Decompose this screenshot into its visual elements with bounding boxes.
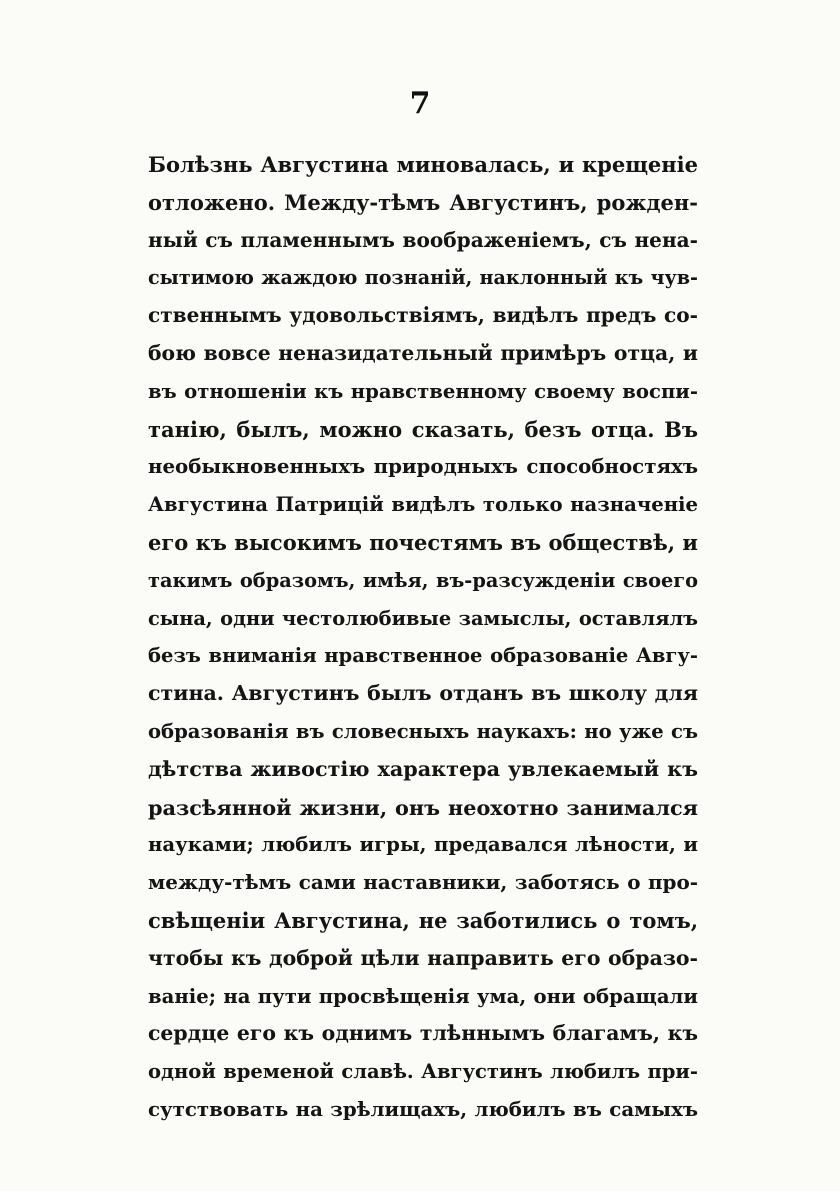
text-line: необыкновенныхъ природныхъ способностяхъ [148, 454, 698, 479]
text-line: сытимою жаждою познаній, наклонный къ чув- [148, 266, 698, 290]
text-line: Августина Патрицій видѣлъ только назначеніе [148, 493, 698, 517]
text-line: ваніе; на пути просвѣщенія ума, они обращали [148, 984, 698, 1008]
text-line: такимъ образомъ, имѣя, въ-разсужденіи своего [148, 568, 698, 592]
text-line: одной временой славѣ. Августинъ любилъ при- [148, 1060, 698, 1084]
page-text [148, 146, 698, 1129]
text-line: безъ вниманія нравственное образованіе Авгу- [148, 644, 698, 668]
text-line: сердце его къ однимъ тлѣннымъ благамъ, къ [148, 1021, 698, 1046]
text-line: ный съ пламеннымъ воображеніемъ, съ нена- [148, 227, 698, 252]
text-line: танію, былъ, можно сказать, безъ отца. Въ [148, 416, 698, 442]
text-line: бою вовсе неназидательный примѣръ отца, и [148, 340, 698, 365]
text-line: дѣтства живостію характера увлекаемый къ [148, 756, 698, 781]
text-line: сутствовать на зрѣлищахъ, любилъ въ самыхъ [148, 1096, 698, 1121]
text-line: разсѣянной жизни, онъ неохотно занимался [148, 794, 698, 820]
text-line: Болѣзнь Августина миновалась, и крещеніе [148, 152, 698, 177]
text-line: науками; любилъ игры, предавался лѣности, и [148, 833, 698, 857]
text-line: между-тѣмъ сами наставники, заботясь о про- [148, 870, 698, 895]
text-line: въ отношеніи къ нравственному своему воспи- [148, 379, 698, 403]
page-number: 7 [409, 86, 431, 121]
text-line: отложено. Между-тѣмъ Августинъ, рожден- [148, 189, 698, 215]
text-line: его къ высокимъ почестямъ въ обществѣ, и [148, 529, 698, 555]
text-line: свѣщеніи Августина, не заботились о томъ, [148, 907, 698, 933]
text-line: сына, одни честолюбивые замыслы, оставлялъ [148, 606, 698, 630]
text-line: ственнымъ удовольствіямъ, видѣлъ предъ со- [148, 303, 698, 328]
text-line: стина. Августинъ былъ отданъ въ школу для [148, 681, 698, 706]
text-line: образованія въ словесныхъ наукахъ: но уже съ [148, 719, 698, 743]
text-line: чтобы къ доброй цѣли направить его образо- [148, 945, 698, 970]
